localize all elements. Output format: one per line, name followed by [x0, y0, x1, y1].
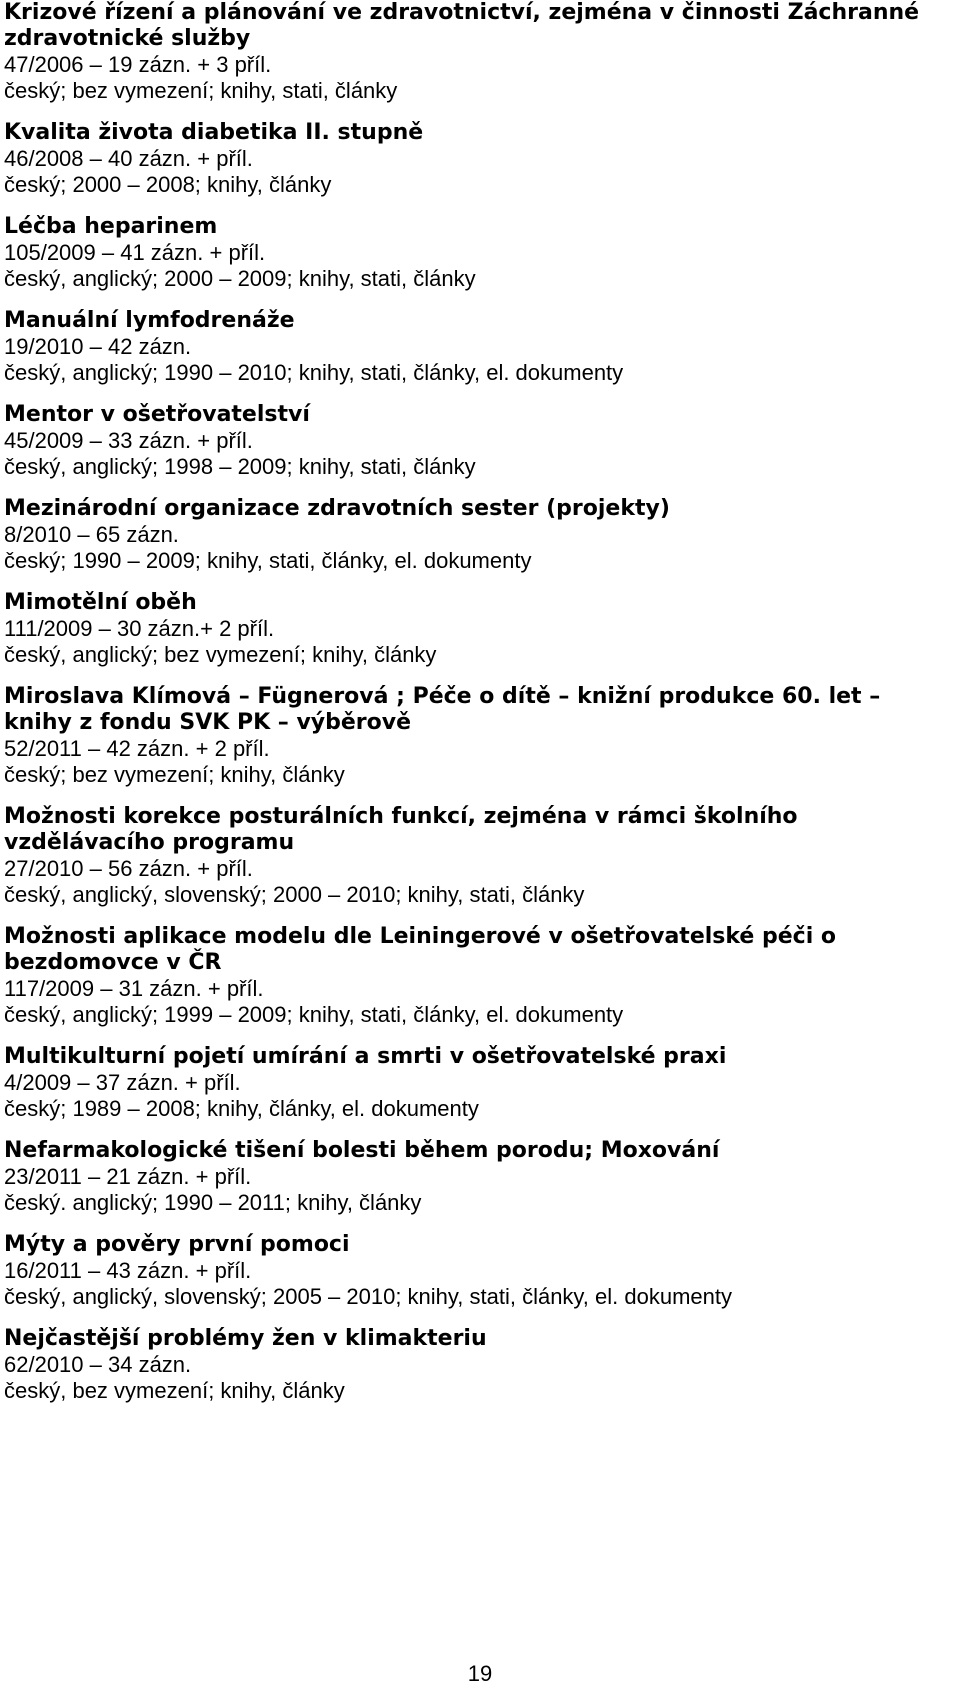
entry-title: Multikulturní pojetí umírání a smrti v ošetřovatelské praxi [4, 1044, 727, 1069]
entry-title: Možnosti aplikace modelu dle Leiningerové v ošetřovatelské péči o bezdomovce v ČR [4, 924, 837, 975]
page-number: 19 [467, 1661, 493, 1686]
entry-scope: český; 1990 – 2009; knihy, stati, články, el. dokumenty [4, 548, 532, 573]
entry-title: Mýty a pověry první pomoci [4, 1232, 350, 1257]
entry-record: 27/2010 – 56 zázn. + příl. [4, 856, 253, 881]
entry-title: Mimotělní oběh [4, 590, 197, 615]
bibliography-entry [4, 0, 954, 104]
entry-scope: český. anglický; 1990 – 2011; knihy, články [4, 1190, 422, 1215]
bibliography-entry [4, 214, 954, 292]
bibliography-entry [4, 1232, 954, 1310]
entry-scope: český, bez vymezení; knihy, články [4, 1378, 345, 1403]
entry-scope: český, anglický, slovenský; 2000 – 2010; knihy, stati, články [4, 882, 585, 907]
entry-title: Kvalita života diabetika II. stupně [4, 120, 424, 145]
bibliography-entry [4, 1138, 954, 1216]
entry-scope: český, anglický, slovenský; 2005 – 2010; knihy, stati, články, el. dokumenty [4, 1284, 732, 1309]
entry-title: Léčba heparinem [4, 214, 218, 239]
bibliography-entry [4, 684, 954, 788]
entry-scope: český, anglický; 1998 – 2009; knihy, stati, články [4, 454, 476, 479]
entry-scope: český; 2000 – 2008; knihy, články [4, 172, 332, 197]
entry-record: 16/2011 – 43 zázn. + příl. [4, 1258, 252, 1283]
entry-title: Manuální lymfodrenáže [4, 308, 295, 333]
bibliography-entry [4, 1044, 954, 1122]
entry-title: Možnosti korekce posturálních funkcí, zejména v rámci školního vzdělávacího programu [4, 804, 798, 855]
bibliography-entry [4, 120, 954, 198]
bibliography-entry [4, 1326, 954, 1404]
entry-record: 105/2009 – 41 zázn. + příl. [4, 240, 266, 265]
entry-title: Mentor v ošetřovatelství [4, 402, 310, 427]
entry-scope: český, anglický; 1990 – 2010; knihy, stati, články, el. dokumenty [4, 360, 624, 385]
bibliography-entry [4, 590, 954, 668]
entry-record: 8/2010 – 65 zázn. [4, 522, 179, 547]
entry-record: 111/2009 – 30 zázn.+ 2 příl. [4, 616, 275, 641]
entry-record: 4/2009 – 37 zázn. + příl. [4, 1070, 241, 1095]
entry-scope: český; 1989 – 2008; knihy, články, el. dokumenty [4, 1096, 479, 1121]
document-page [4, 0, 954, 1420]
entry-record: 117/2009 – 31 zázn. + příl. [4, 976, 264, 1001]
entry-record: 19/2010 – 42 zázn. [4, 334, 192, 359]
entry-title: Nejčastější problémy žen v klimakteriu [4, 1326, 487, 1351]
entry-title: Miroslava Klímová – Fügnerová ; Péče o dítě – knižní produkce 60. let – knihy z fondu SVK PK – výběrově [4, 684, 881, 735]
entry-scope: český, anglický; 2000 – 2009; knihy, stati, články [4, 266, 476, 291]
bibliography-entry [4, 308, 954, 386]
entry-title: Krizové řízení a plánování ve zdravotnictví, zejména v činnosti Záchranné zdravotnické služby [4, 0, 920, 51]
entry-title: Mezinárodní organizace zdravotních sester (projekty) [4, 496, 670, 521]
entry-record: 62/2010 – 34 zázn. [4, 1352, 192, 1377]
bibliography-entry [4, 496, 954, 574]
bibliography-entry [4, 924, 954, 1028]
entry-title: Nefarmakologické tišení bolesti během porodu; Moxování [4, 1138, 720, 1163]
entry-record: 52/2011 – 42 zázn. + 2 příl. [4, 736, 270, 761]
entry-record: 45/2009 – 33 zázn. + příl. [4, 428, 253, 453]
entry-record: 46/2008 – 40 zázn. + příl. [4, 146, 253, 171]
entry-scope: český, anglický; 1999 – 2009; knihy, stati, články, el. dokumenty [4, 1002, 624, 1027]
bibliography-entry [4, 804, 954, 908]
entry-record: 23/2011 – 21 zázn. + příl. [4, 1164, 252, 1189]
entry-scope: český; bez vymezení; knihy, články [4, 762, 345, 787]
entry-scope: český, anglický; bez vymezení; knihy, články [4, 642, 437, 667]
entry-record: 47/2006 – 19 zázn. + 3 příl. [4, 52, 272, 77]
bibliography-entry [4, 402, 954, 480]
entry-scope: český; bez vymezení; knihy, stati, články [4, 78, 398, 103]
